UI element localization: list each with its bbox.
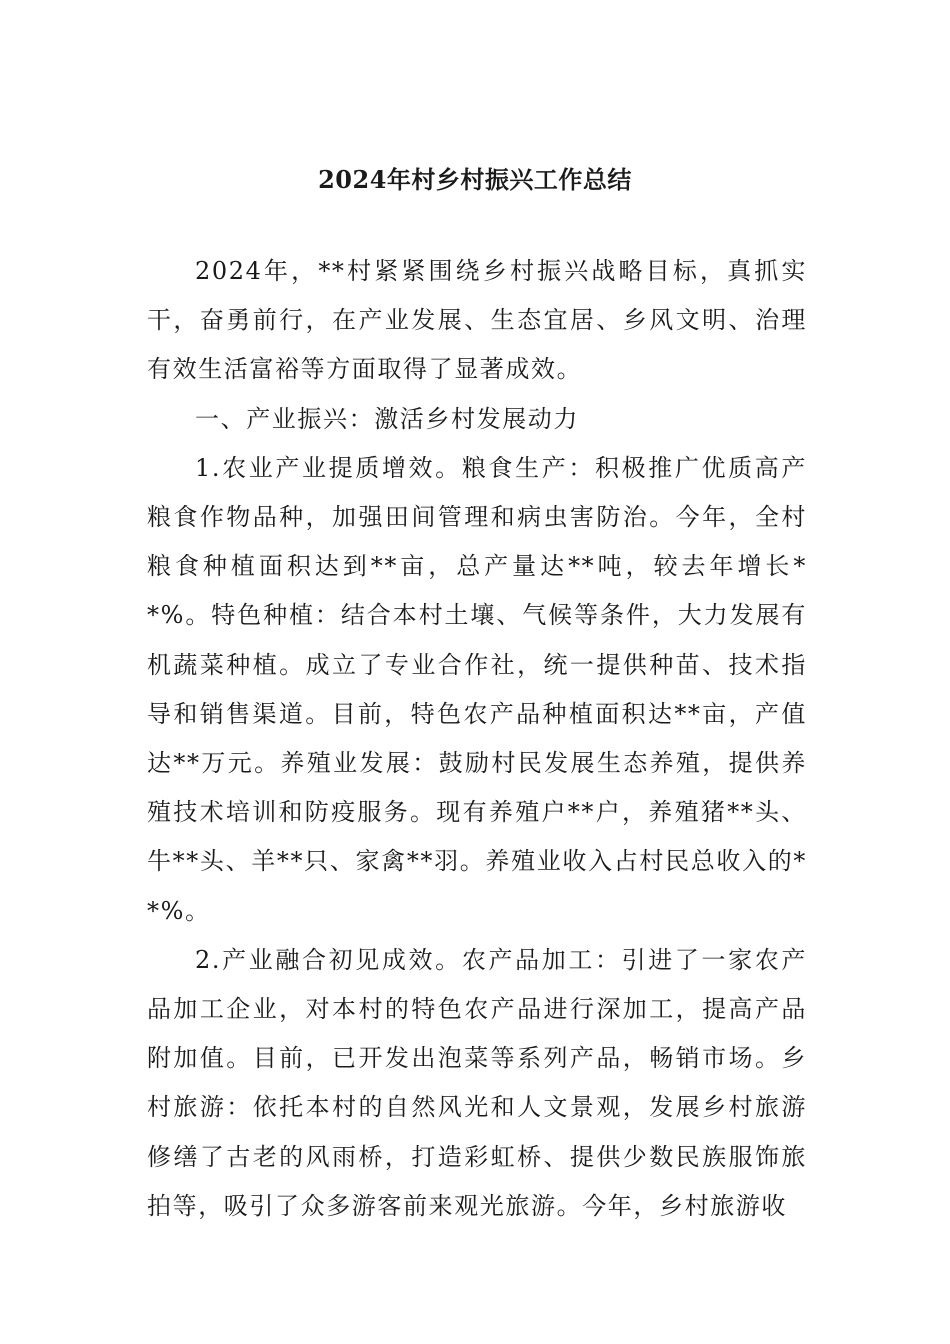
paragraph-agriculture: 1.农业产业提质增效。粮食生产：积极推广优质高产粮食作物品种，加强田间管理和病虫害防治。今年，全村粮食种植面积达到**亩，总产量达**吨，较去年增长**%。特色种植：结合本村土壤、气候等条件，大力发展有机蔬菜种植。成立了专业合作社，统一提供种苗、技术指导和销售渠道。目前，特色农产品种植面积达**亩，产值达**万元。养殖业发展：鼓励村民发展生态养殖，提供养殖技术培训和防疫服务。现有养殖户**户，养殖猪**头、牛**头、羊**只、家禽**羽。养殖业收入占村民总收入的**%。 [147,453,807,925]
document-title: 2024年村乡村振兴工作总结 [318,165,632,194]
document-body [147,247,807,1231]
section-heading-industry: 一、产业振兴：激活乡村发展动力 [195,404,579,433]
paragraph-intro: 2024年，**村紧紧围绕乡村振兴战略目标，真抓实干，奋勇前行，在产业发展、生态宜居、乡风文明、治理有效生活富裕等方面取得了显著成效。 [147,257,807,384]
paragraph-industry-integration: 2.产业融合初见成效。农产品加工：引进了一家农产品加工企业，对本村的特色农产品进行深加工，提高产品附加值。目前，已开发出泡菜等系列产品，畅销市场。乡村旅游：依托本村的自然风光和人文景观，发展乡村旅游修缮了古老的风雨桥，打造彩虹桥、提供少数民族服饰旅拍等，吸引了众多游客前来观光旅游。今年，乡村旅游收 [147,945,807,1220]
